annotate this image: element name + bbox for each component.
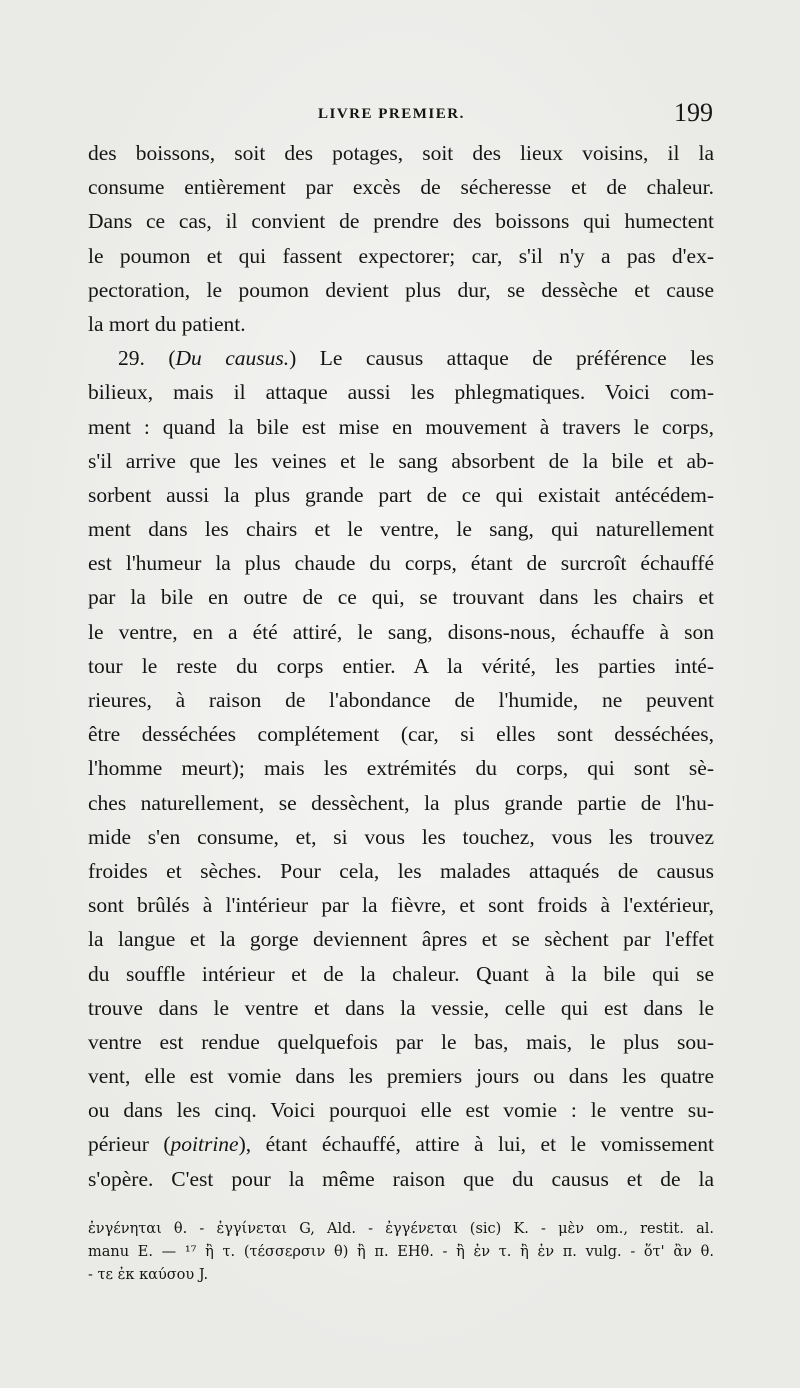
page-number: 199 (674, 98, 713, 127)
text-line: bilieux, mais il attaque aussi les phlegmatiques. Voici com- (88, 380, 714, 405)
text-line: froides et sèches. Pour cela, les malades attaqués de causus (88, 858, 714, 883)
section-number: 29. (118, 346, 145, 371)
text-line: l'homme meurt); mais les extrémités du corps, qui sont sè- (88, 756, 714, 781)
text-line: consume entièrement par excès de sécheresse et de chaleur. (88, 175, 714, 200)
section-heading-line: 29. (Du causus.) Le causus attaque de préférence les (118, 346, 714, 371)
text-line: ou dans les cinq. Voici pourquoi elle est vomie : le ventre su- (88, 1098, 714, 1123)
text-line: tour le reste du corps entier. A la vérité, les parties inté- (88, 653, 714, 678)
section-title: Du causus. (175, 346, 290, 371)
text-line: rieures, à raison de l'abondance de l'humide, ne peuvent (88, 688, 714, 712)
text-line: mide s'en consume, et, si vous les touchez, vous les trouvez (88, 824, 714, 849)
text-line: ment : quand la bile est mise en mouvement à travers le corps, (88, 414, 714, 439)
footnote-line: ἐνγένηται θ. - ἐγγίνεται G, Ald. - ἐγγένεται (sic) K. - μὲν om., restit. al. (88, 1221, 714, 1237)
text-line: ches naturellement, se dessèchent, la plus grande partie de l'hu- (88, 790, 714, 815)
text-line: le ventre, en a été attiré, le sang, disons-nous, échauffe à son (88, 619, 714, 644)
text-line: le poumon et qui fassent expectorer; car, s'il n'y a pas d'ex- (88, 243, 714, 268)
text-line: Dans ce cas, il convient de prendre des boissons qui humectent (88, 209, 714, 234)
text-line: est l'humeur la plus chaude du corps, étant de surcroît échauffé (88, 551, 714, 576)
text-line: pectoration, le poumon devient plus dur, se dessèche et cause (88, 277, 714, 302)
text-line: la mort du patient. (88, 311, 246, 336)
text-line-with-italic: périeur (poitrine), étant échauffé, attire à lui, et le vomissement (88, 1132, 714, 1157)
page-header (88, 98, 713, 132)
text-line: s'il arrive que les veines et le sang absorbent de la bile et ab- (88, 448, 714, 473)
text-line: trouve dans le ventre et dans la vessie, celle qui est dans le (88, 995, 714, 1020)
footnotes (88, 1218, 714, 1287)
text-line: par la bile en outre de ce qui, se trouvant dans les chairs et (88, 585, 714, 610)
main-text (88, 136, 714, 1196)
text-line: du souffle intérieur et de la chaleur. Quant à la bile qui se (88, 961, 714, 986)
running-head: LIVRE PREMIER. (318, 106, 465, 122)
text-line: s'opère. C'est pour la même raison que du causus et de la (88, 1166, 714, 1191)
text-line: vent, elle est vomie dans les premiers jours ou dans les quatre (88, 1064, 714, 1089)
text-line: sont brûlés à l'intérieur par la fièvre, et sont froids à l'extérieur, (88, 893, 714, 918)
footnote-line: - τε ἐκ καύσου J. (88, 1267, 209, 1283)
paragraph-end-previous (88, 136, 714, 341)
text-line: ventre est rendue quelquefois par le bas, mais, le plus sou- (88, 1029, 714, 1054)
text-line: ment dans les chairs et le ventre, le sang, qui naturellement (88, 517, 714, 542)
italic-word: poitrine (170, 1132, 239, 1157)
footnote-line: manu E. — ¹⁷ ἢ τ. (τέσσερσιν θ) ἢ π. EHθ. - ἢ ἐν τ. ἢ ἐν π. vulg. - ὅτ' ἂν θ. (88, 1244, 714, 1260)
paragraph-section-29 (88, 341, 714, 1196)
text-line: la langue et la gorge deviennent âpres et se sèchent par l'effet (88, 927, 714, 952)
text-line: être desséchées complétement (car, si elles sont desséchées, (88, 722, 714, 747)
text-line: des boissons, soit des potages, soit des lieux voisins, il la (88, 141, 714, 165)
text-line: sorbent aussi la plus grande part de ce qui existait antécédem- (88, 482, 714, 507)
